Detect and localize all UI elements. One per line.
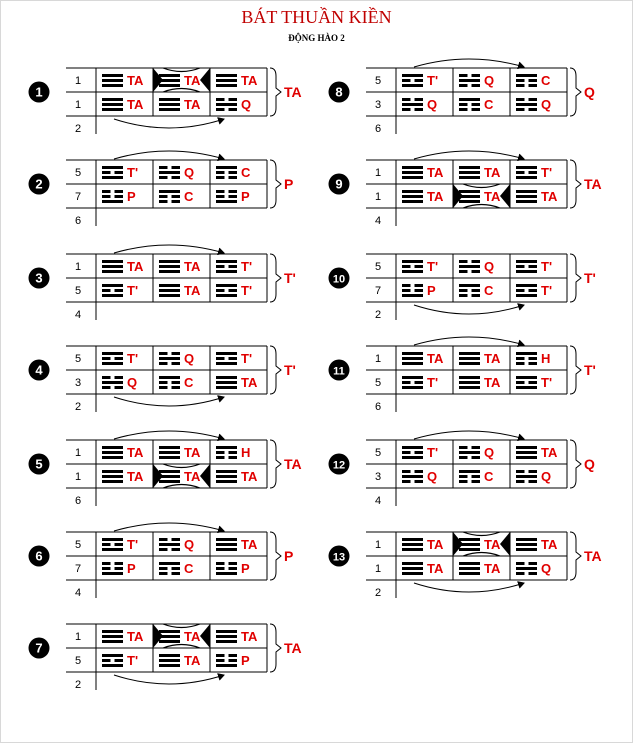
trigram-label: T' bbox=[127, 165, 139, 180]
trigram-label: TA bbox=[127, 469, 144, 484]
hexagram-cell bbox=[402, 73, 438, 88]
hexagram-cell bbox=[216, 537, 258, 552]
hexagram-cell bbox=[159, 73, 201, 88]
result-label: T' bbox=[584, 270, 596, 286]
result-label: P bbox=[284, 548, 294, 564]
line-number: 1 bbox=[374, 563, 382, 575]
trigram-label: P bbox=[241, 653, 250, 668]
trigram-label: TA bbox=[184, 445, 201, 460]
result-label: TA bbox=[584, 548, 602, 564]
hexagram-cell bbox=[159, 189, 194, 204]
hexagram-block bbox=[329, 151, 602, 227]
result-label: TA bbox=[584, 176, 602, 192]
hexagram-cell bbox=[402, 537, 444, 552]
line-number: 1 bbox=[74, 447, 82, 459]
trigram-label: C bbox=[484, 97, 494, 112]
trigram-label: TA bbox=[184, 653, 201, 668]
transform-arrow bbox=[114, 675, 224, 684]
hexagram-block bbox=[29, 151, 294, 227]
line-number: 4 bbox=[374, 495, 382, 507]
trigram-label: T' bbox=[127, 653, 139, 668]
trigram-label: TA bbox=[127, 629, 144, 644]
line-number: 5 bbox=[374, 377, 382, 389]
trigram-label: TA bbox=[241, 375, 258, 390]
block-number-badge bbox=[29, 454, 50, 475]
line-number: 1 bbox=[74, 471, 82, 483]
trigram-label: TA bbox=[427, 537, 444, 552]
hexagram-cell bbox=[216, 351, 252, 366]
hexagram-cell bbox=[102, 445, 144, 460]
result-label: TA bbox=[284, 84, 302, 100]
hexagram-cell bbox=[159, 165, 194, 180]
group-brace bbox=[570, 160, 581, 208]
trigram-label: Q bbox=[241, 97, 252, 112]
hexagram-cell bbox=[216, 165, 251, 180]
line-number: 2 bbox=[74, 679, 82, 691]
group-brace bbox=[570, 68, 581, 116]
line-number: 7 bbox=[374, 285, 382, 297]
line-number: 6 bbox=[374, 123, 382, 135]
hexagram-cell bbox=[402, 375, 438, 390]
trigram-label: Q bbox=[541, 97, 552, 112]
hexagram-cell bbox=[216, 97, 251, 112]
hexagram-cell bbox=[102, 97, 144, 112]
transform-arrow bbox=[114, 397, 224, 406]
block-number-badge bbox=[29, 82, 50, 103]
result-label: TA bbox=[284, 640, 302, 656]
line-number: 1 bbox=[374, 167, 382, 179]
transform-arrow bbox=[414, 337, 524, 345]
result-label: Q bbox=[584, 84, 595, 100]
trigram-label: C bbox=[541, 73, 551, 88]
hexagram-cell bbox=[216, 189, 250, 204]
hexagram-cell bbox=[459, 561, 501, 576]
trigram-label: TA bbox=[184, 73, 201, 88]
trigram-label: TA bbox=[184, 259, 201, 274]
group-brace bbox=[270, 254, 281, 302]
block-number: 10 bbox=[332, 273, 346, 286]
hexagram-cell bbox=[159, 97, 201, 112]
block-number-badge bbox=[329, 82, 350, 103]
line-number: 1 bbox=[374, 191, 382, 203]
trigram-label: TA bbox=[427, 561, 444, 576]
group-brace bbox=[570, 532, 581, 580]
trigram-label: Q bbox=[184, 537, 195, 552]
hexagram-cell bbox=[516, 189, 558, 204]
trigram-label: T' bbox=[127, 537, 139, 552]
line-number: 5 bbox=[74, 167, 82, 179]
hexagram-cell bbox=[102, 189, 136, 204]
group-brace bbox=[570, 440, 581, 488]
hexagram-cell bbox=[102, 73, 144, 88]
hexagram-cell bbox=[102, 165, 138, 180]
hexagram-cell bbox=[159, 259, 201, 274]
group-brace bbox=[570, 346, 581, 394]
transform-arrow bbox=[414, 305, 524, 314]
block-number-badge bbox=[329, 454, 350, 475]
hexagram-block bbox=[329, 254, 596, 321]
trigram-label: TA bbox=[241, 537, 258, 552]
hexagram-cell bbox=[516, 445, 558, 460]
group-brace bbox=[270, 624, 281, 672]
trigram-label: T' bbox=[541, 165, 553, 180]
transform-arrow bbox=[114, 245, 224, 253]
line-number: 5 bbox=[374, 261, 382, 273]
block-number: 6 bbox=[35, 548, 43, 564]
hexagram-cell bbox=[159, 375, 194, 390]
hexagram-cell bbox=[102, 561, 136, 576]
transform-arrow bbox=[114, 119, 224, 128]
line-number: 3 bbox=[74, 377, 82, 389]
transform-arrow bbox=[414, 59, 524, 67]
trigram-label: P bbox=[241, 561, 250, 576]
line-number: 1 bbox=[74, 75, 82, 87]
trigram-label: P bbox=[427, 283, 436, 298]
block-number: 12 bbox=[332, 459, 346, 472]
group-brace bbox=[270, 346, 281, 394]
hexagram-cell bbox=[459, 537, 501, 552]
line-number: 4 bbox=[74, 587, 82, 599]
hexagram-cell bbox=[516, 375, 552, 390]
trigram-label: TA bbox=[541, 537, 558, 552]
block-number-badge bbox=[29, 360, 50, 381]
hexagram-cell bbox=[459, 189, 501, 204]
line-number: 4 bbox=[74, 309, 82, 321]
hexagram-block bbox=[29, 624, 302, 691]
hexagram-block bbox=[29, 68, 302, 135]
trigram-label: TA bbox=[127, 73, 144, 88]
trigram-label: Q bbox=[541, 469, 552, 484]
line-number: 4 bbox=[374, 215, 382, 227]
block-number-badge bbox=[329, 174, 350, 195]
trigram-label: H bbox=[541, 351, 551, 366]
result-label: Q bbox=[584, 456, 595, 472]
hexagram-cell bbox=[102, 283, 138, 298]
block-number-badge bbox=[329, 360, 350, 381]
transform-arrow bbox=[114, 431, 224, 439]
trigram-label: TA bbox=[241, 469, 258, 484]
trigram-label: Q bbox=[541, 561, 552, 576]
hexagram-cell bbox=[216, 73, 258, 88]
hexagram-cell bbox=[402, 189, 444, 204]
hexagram-cell bbox=[159, 351, 194, 366]
group-brace bbox=[270, 440, 281, 488]
hexagram-cell bbox=[516, 259, 552, 274]
line-number: 7 bbox=[74, 563, 82, 575]
page-title: BÁT THUẦN KIỀN bbox=[241, 7, 392, 27]
trigram-label: T' bbox=[241, 259, 253, 274]
trigram-label: C bbox=[184, 561, 194, 576]
trigram-label: TA bbox=[541, 189, 558, 204]
trigram-label: Q bbox=[484, 445, 495, 460]
block-number: 1 bbox=[35, 84, 43, 100]
trigram-label: TA bbox=[484, 189, 501, 204]
block-number: 7 bbox=[35, 640, 43, 656]
hexagram-cell bbox=[459, 165, 501, 180]
hexagram-cell bbox=[459, 259, 494, 274]
block-number: 3 bbox=[35, 270, 43, 286]
trigram-label: TA bbox=[127, 259, 144, 274]
line-number: 1 bbox=[74, 261, 82, 273]
trigram-label: T' bbox=[127, 351, 139, 366]
line-number: 5 bbox=[74, 539, 82, 551]
result-label: P bbox=[284, 176, 294, 192]
line-number: 6 bbox=[374, 401, 382, 413]
trigram-label: T' bbox=[127, 283, 139, 298]
trigram-label: Q bbox=[484, 259, 495, 274]
hexagram-block bbox=[329, 532, 602, 599]
trigram-label: C bbox=[241, 165, 251, 180]
trigram-label: TA bbox=[184, 469, 201, 484]
hexagram-cell bbox=[102, 653, 138, 668]
hexagram-cell bbox=[516, 97, 551, 112]
line-number: 5 bbox=[74, 353, 82, 365]
transform-arrow bbox=[414, 583, 524, 592]
trigram-label: TA bbox=[427, 165, 444, 180]
hexagram-cell bbox=[459, 445, 494, 460]
trigram-label: T' bbox=[427, 73, 439, 88]
trigram-label: T' bbox=[427, 375, 439, 390]
hexagram-cell bbox=[516, 73, 551, 88]
trigram-label: TA bbox=[241, 629, 258, 644]
group-brace bbox=[270, 160, 281, 208]
line-number: 2 bbox=[74, 123, 82, 135]
hexagram-cell bbox=[159, 629, 201, 644]
trigram-label: TA bbox=[184, 629, 201, 644]
trigram-label: T' bbox=[241, 351, 253, 366]
hexagram-cell bbox=[102, 537, 138, 552]
hexagram-cell bbox=[402, 165, 444, 180]
trigram-label: C bbox=[484, 469, 494, 484]
trigram-label: T' bbox=[241, 283, 253, 298]
hexagram-cell bbox=[459, 97, 494, 112]
transform-arrow bbox=[414, 151, 524, 159]
block-number: 4 bbox=[35, 362, 43, 378]
transform-arrow bbox=[114, 151, 224, 159]
hexagram-cell bbox=[459, 351, 501, 366]
block-number: 9 bbox=[335, 176, 343, 192]
hexagram-cell bbox=[159, 561, 194, 576]
hexagram-block bbox=[29, 431, 302, 507]
line-number: 2 bbox=[74, 401, 82, 413]
hexagram-cell bbox=[459, 375, 501, 390]
transform-arrow bbox=[114, 523, 224, 531]
trigram-label: C bbox=[184, 375, 194, 390]
trigram-label: Q bbox=[184, 165, 195, 180]
line-number: 1 bbox=[74, 631, 82, 643]
page-subtitle: ĐỘNG HÀO 2 bbox=[288, 33, 345, 43]
group-brace bbox=[270, 532, 281, 580]
result-label: T' bbox=[584, 362, 596, 378]
hexagram-cell bbox=[216, 283, 252, 298]
hexagram-cell bbox=[516, 537, 558, 552]
trigram-label: C bbox=[484, 283, 494, 298]
trigram-label: Q bbox=[184, 351, 195, 366]
hexagram-cell bbox=[216, 653, 250, 668]
block-number: 2 bbox=[35, 176, 43, 192]
trigram-label: P bbox=[127, 561, 136, 576]
line-number: 3 bbox=[374, 99, 382, 111]
hexagram-cell bbox=[102, 629, 144, 644]
trigram-label: C bbox=[184, 189, 194, 204]
hexagram-cell bbox=[102, 469, 144, 484]
hexagram-cell bbox=[216, 469, 258, 484]
transform-arrow bbox=[414, 431, 524, 439]
trigram-label: T' bbox=[427, 259, 439, 274]
block-number-badge bbox=[29, 546, 50, 567]
trigram-label: TA bbox=[427, 189, 444, 204]
hexagram-cell bbox=[516, 165, 552, 180]
hexagram-block bbox=[329, 59, 596, 135]
hexagram-cell bbox=[102, 259, 144, 274]
trigram-label: TA bbox=[241, 73, 258, 88]
group-brace bbox=[570, 254, 581, 302]
hexagram-cell bbox=[159, 469, 201, 484]
trigram-label: Q bbox=[427, 469, 438, 484]
line-number: 5 bbox=[374, 75, 382, 87]
trigram-label: TA bbox=[184, 283, 201, 298]
trigram-label: T' bbox=[427, 445, 439, 460]
hexagram-cell bbox=[216, 375, 258, 390]
hexagram-cell bbox=[159, 445, 201, 460]
trigram-label: TA bbox=[127, 97, 144, 112]
trigram-label: T' bbox=[541, 375, 553, 390]
hexagram-cell bbox=[516, 351, 550, 366]
hexagram-cell bbox=[216, 259, 252, 274]
hexagram-cell bbox=[216, 629, 258, 644]
trigram-label: T' bbox=[541, 283, 553, 298]
hexagram-cell bbox=[402, 445, 438, 460]
line-number: 7 bbox=[74, 191, 82, 203]
trigram-label: T' bbox=[541, 259, 553, 274]
trigram-label: Q bbox=[484, 73, 495, 88]
result-label: T' bbox=[284, 270, 296, 286]
hexagram-block bbox=[329, 337, 596, 413]
line-number: 1 bbox=[374, 539, 382, 551]
hexagram-cell bbox=[516, 561, 551, 576]
hexagram-cell bbox=[516, 283, 552, 298]
line-number: 6 bbox=[74, 495, 82, 507]
trigram-label: Q bbox=[427, 97, 438, 112]
block-number: 8 bbox=[335, 84, 343, 100]
block-number-badge bbox=[329, 546, 350, 567]
block-number: 11 bbox=[333, 365, 345, 378]
result-label: TA bbox=[284, 456, 302, 472]
trigram-label: TA bbox=[541, 445, 558, 460]
block-number-badge bbox=[329, 268, 350, 289]
hexagram-cell bbox=[402, 283, 436, 298]
trigram-label: TA bbox=[127, 445, 144, 460]
line-number: 1 bbox=[74, 99, 82, 111]
hexagram-cell bbox=[159, 653, 201, 668]
line-number: 5 bbox=[74, 655, 82, 667]
trigram-label: TA bbox=[484, 375, 501, 390]
hexagram-cell bbox=[159, 537, 194, 552]
block-number: 13 bbox=[332, 551, 346, 564]
hexagram-cell bbox=[402, 561, 444, 576]
block-number-badge bbox=[29, 638, 50, 659]
hexagram-cell bbox=[102, 351, 138, 366]
hexagram-block bbox=[29, 346, 296, 413]
trigram-label: TA bbox=[184, 97, 201, 112]
hexagram-cell bbox=[402, 469, 437, 484]
hexagram-cell bbox=[402, 351, 444, 366]
line-number: 5 bbox=[374, 447, 382, 459]
trigram-label: P bbox=[241, 189, 250, 204]
hexagram-cell bbox=[402, 259, 438, 274]
trigram-label: TA bbox=[484, 561, 501, 576]
hexagram-cell bbox=[102, 375, 137, 390]
trigram-label: TA bbox=[427, 351, 444, 366]
group-brace bbox=[270, 68, 281, 116]
hexagram-cell bbox=[459, 469, 494, 484]
trigram-label: TA bbox=[484, 351, 501, 366]
trigram-label: TA bbox=[484, 165, 501, 180]
line-number: 6 bbox=[74, 215, 82, 227]
trigram-label: H bbox=[241, 445, 251, 460]
hexagram-cell bbox=[459, 283, 494, 298]
line-number: 2 bbox=[374, 309, 382, 321]
result-label: T' bbox=[284, 362, 296, 378]
hexagram-block bbox=[29, 245, 296, 321]
line-number: 3 bbox=[374, 471, 382, 483]
line-number: 1 bbox=[374, 353, 382, 365]
block-number-badge bbox=[29, 174, 50, 195]
hexagram-cell bbox=[459, 73, 494, 88]
line-number: 2 bbox=[374, 587, 382, 599]
trigram-label: TA bbox=[484, 537, 501, 552]
block-number: 5 bbox=[35, 456, 43, 472]
hexagram-block bbox=[329, 431, 596, 507]
trigram-label: Q bbox=[127, 375, 138, 390]
line-number: 5 bbox=[74, 285, 82, 297]
trigram-label: P bbox=[127, 189, 136, 204]
hexagram-block bbox=[29, 523, 294, 599]
hexagram-cell bbox=[216, 445, 250, 460]
hexagram-cell bbox=[402, 97, 437, 112]
block-number-badge bbox=[29, 268, 50, 289]
hexagram-cell bbox=[216, 561, 250, 576]
hexagram-cell bbox=[516, 469, 551, 484]
hexagram-cell bbox=[159, 283, 201, 298]
